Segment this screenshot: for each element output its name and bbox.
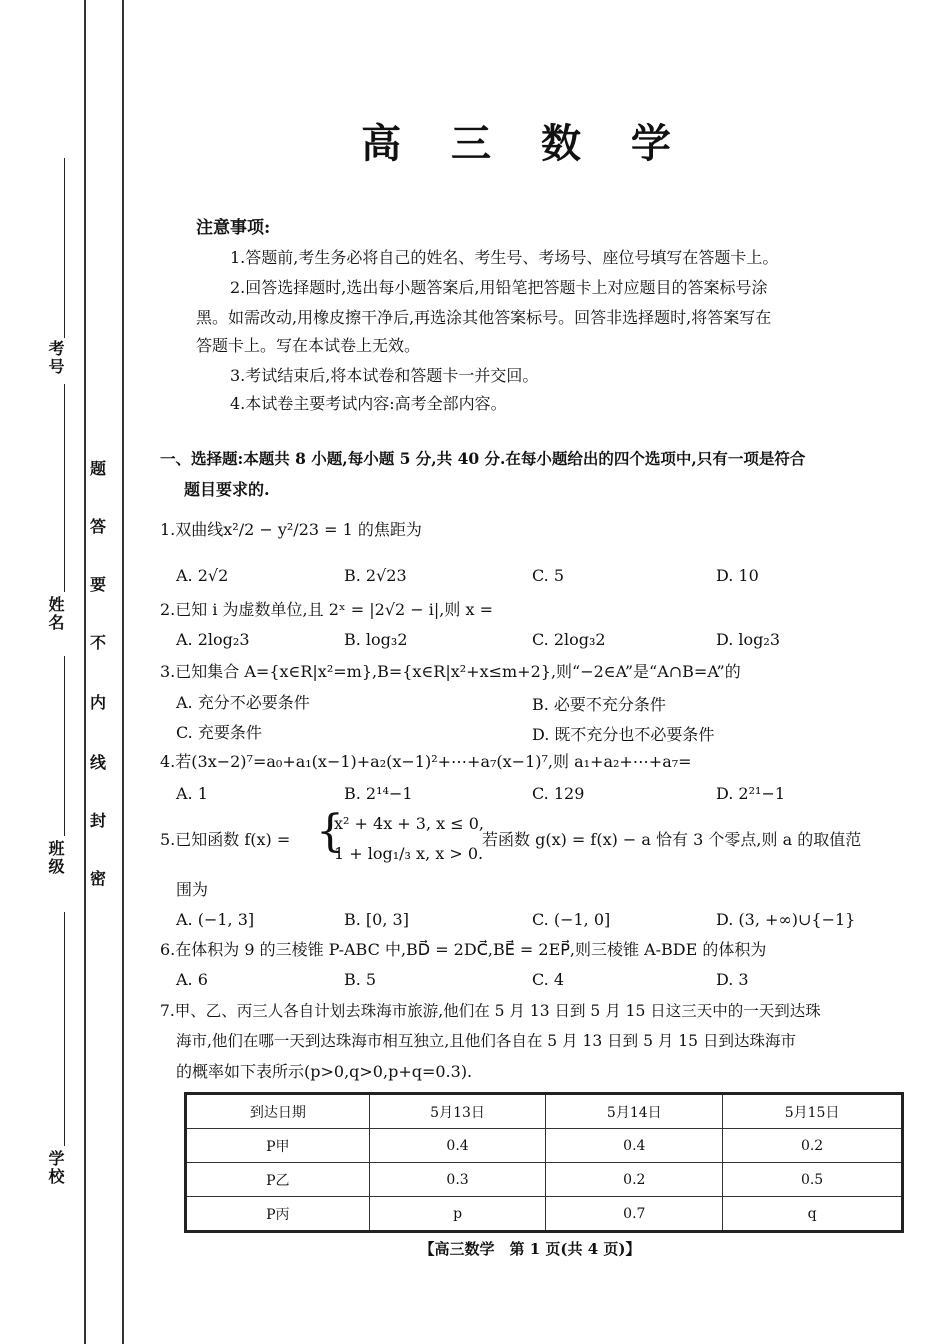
table-cell: 0.4	[546, 1129, 723, 1163]
notice-line: 3.考试结束后,将本试卷和答题卡一并交回。	[230, 366, 539, 385]
q1-option-d: D. 10	[716, 566, 759, 585]
q3-option-a: A. 充分不必要条件	[176, 693, 310, 712]
label-school: 学校	[46, 1150, 65, 1186]
q2-option-c: C. 2log₃2	[532, 630, 606, 649]
question-7-line: 7.甲、乙、丙三人各自计划去珠海市旅游,他们在 5 月 13 日到 5 月 15 日这三天中的一天到达珠	[160, 1002, 821, 1020]
table-row	[186, 1129, 903, 1163]
piecewise-case-1: x² + 4x + 3, x ≤ 0,	[334, 814, 485, 833]
question-1-stem: 1.双曲线x²/2 − y²/23 = 1 的焦距为	[160, 520, 422, 539]
notice-heading: 注意事项:	[196, 218, 271, 238]
q4-option-d: D. 2²¹−1	[716, 784, 786, 803]
table-cell: 0.4	[369, 1129, 546, 1163]
q4-option-a: A. 1	[176, 784, 208, 803]
table-cell: q	[723, 1197, 903, 1232]
probability-table	[184, 1092, 904, 1233]
notice-line: 答题卡上。写在本试卷上无效。	[196, 336, 421, 355]
notice-line: 2.回答选择题时,选出每小题答案后,用铅笔把答题卡上对应题目的答案标号涂	[230, 278, 768, 297]
page-title: 高 三 数 学	[361, 120, 689, 167]
question-5-stem-a: 5.已知函数 f(x) =	[160, 830, 291, 849]
question-5-stem-b: 若函数 g(x) = f(x) − a 恰有 3 个零点,则 a 的取值范	[482, 830, 862, 849]
q5-option-c: C. (−1, 0]	[532, 910, 611, 929]
question-7-line: 的概率如下表所示(p>0,q>0,p+q=0.3).	[176, 1062, 473, 1081]
question-6-stem: 6.在体积为 9 的三棱锥 P-ABC 中,BD⃗ = 2DC⃗,BE⃗ = 2EP⃗,则三棱锥 A-BDE 的体积为	[160, 940, 767, 959]
label-exam-number: 考号	[46, 340, 65, 376]
q1-option-b: B. 2√23	[344, 566, 407, 585]
underline-name	[64, 384, 65, 592]
label-class: 班级	[46, 840, 65, 876]
seal-char: 题	[90, 459, 107, 478]
q3-option-c: C. 充要条件	[176, 723, 262, 742]
q6-option-d: D. 3	[716, 970, 749, 989]
binding-line-inner	[122, 0, 124, 1344]
binding-line-outer	[84, 0, 86, 1344]
question-7-line: 海市,他们在哪一天到达珠海市相互独立,且他们各自在 5 月 13 日到 5 月 15 日到达珠海市	[176, 1032, 796, 1050]
underline-class	[64, 656, 65, 836]
q6-option-b: B. 5	[344, 970, 377, 989]
piecewise-brace: {	[316, 806, 344, 857]
q5-option-d: D. (3, +∞)∪{−1}	[716, 910, 856, 929]
seal-char: 封	[90, 811, 107, 830]
q3-option-d: D. 既不充分也不必要条件	[532, 725, 715, 744]
q1-option-a: A. 2√2	[176, 566, 229, 585]
table-cell: p	[369, 1197, 546, 1232]
label-name: 姓名	[46, 596, 65, 632]
table-row	[186, 1163, 903, 1197]
seal-char: 密	[90, 869, 107, 888]
q5-option-b: B. [0, 3]	[344, 910, 409, 929]
underline-school	[64, 912, 65, 1146]
piecewise-case-2: 1 + log₁/₃ x, x > 0.	[334, 844, 484, 863]
table-cell: P丙	[186, 1197, 370, 1232]
seal-char: 不	[90, 633, 107, 652]
notice-line: 4.本试卷主要考试内容:高考全部内容。	[230, 394, 507, 413]
seal-char: 答	[90, 517, 107, 536]
section-heading-cont: 题目要求的.	[184, 480, 270, 499]
notice-line: 1.答题前,考生务必将自己的姓名、考生号、考场号、座位号填写在答题卡上。	[230, 248, 779, 267]
table-cell: P乙	[186, 1163, 370, 1197]
underline-exam-number	[64, 158, 65, 338]
q3-option-b: B. 必要不充分条件	[532, 695, 666, 714]
q6-option-a: A. 6	[176, 970, 208, 989]
q1-option-c: C. 5	[532, 566, 565, 585]
table-cell: 0.7	[546, 1197, 723, 1232]
table-row	[186, 1197, 903, 1232]
table-header-row	[186, 1094, 903, 1129]
section-heading: 一、选择题:本题共 8 小题,每小题 5 分,共 40 分.在每小题给出的四个选项中,只有一项是符合	[160, 449, 806, 468]
seal-char: 内	[90, 693, 107, 712]
page-footer: 【高三数学 第 1 页(共 4 页)】	[419, 1240, 641, 1258]
q4-option-c: C. 129	[532, 784, 585, 803]
q5-option-a: A. (−1, 3]	[176, 910, 255, 929]
table-header-cell: 5月13日	[369, 1094, 546, 1129]
q2-option-b: B. log₃2	[344, 630, 408, 649]
question-5-stem-c: 围为	[176, 880, 209, 899]
seal-char: 要	[90, 575, 107, 594]
q4-option-b: B. 2¹⁴−1	[344, 784, 413, 803]
question-3-stem: 3.已知集合 A={x∈R|x²=m},B={x∈R|x²+x≤m+2},则“−2∈A”是“A∩B=A”的	[160, 662, 741, 681]
notice-line: 黑。如需改动,用橡皮擦干净后,再选涂其他答案标号。回答非选择题时,将答案写在	[196, 308, 772, 327]
seal-char: 线	[90, 753, 107, 772]
table-cell: 0.2	[546, 1163, 723, 1197]
q6-option-c: C. 4	[532, 970, 565, 989]
table-cell: 0.3	[369, 1163, 546, 1197]
question-2-stem: 2.已知 i 为虚数单位,且 2ˣ = |2√2 − i|,则 x =	[160, 600, 493, 619]
q2-option-d: D. log₂3	[716, 630, 781, 649]
table-cell: 0.2	[723, 1129, 903, 1163]
table-header-cell: 到达日期	[186, 1094, 370, 1129]
q2-option-a: A. 2log₂3	[176, 630, 250, 649]
table-header-cell: 5月14日	[546, 1094, 723, 1129]
table-cell: P甲	[186, 1129, 370, 1163]
table-header-cell: 5月15日	[723, 1094, 903, 1129]
table-cell: 0.5	[723, 1163, 903, 1197]
question-4-stem: 4.若(3x−2)⁷=a₀+a₁(x−1)+a₂(x−1)²+⋯+a₇(x−1)⁷,则 a₁+a₂+⋯+a₇=	[160, 752, 692, 771]
